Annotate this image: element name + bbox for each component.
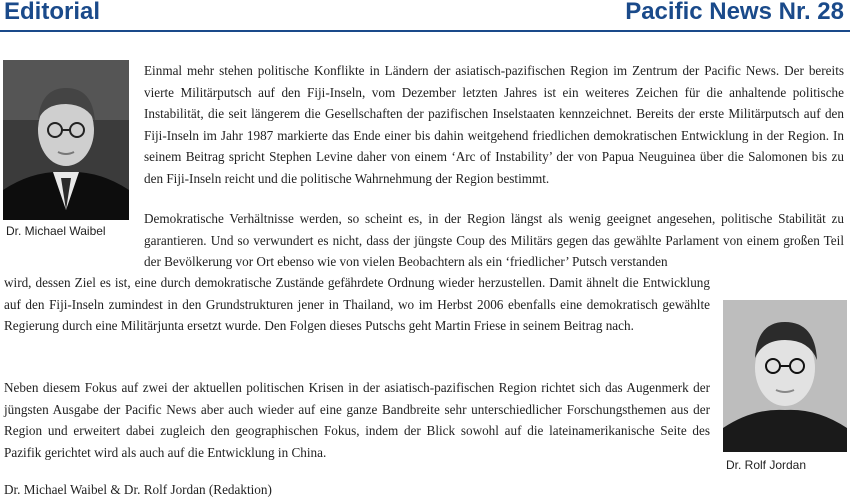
paragraph-3: Neben diesem Fokus auf zwei der aktuellen politischen Krisen in der asiatisch-pazifischen Region richtet sich das Augenmerk der jüngsten Ausgabe der Pacific News aber auch wieder auf eine ganze Bandbreite sehr unterschiedlicher Forschungsthemen aus der Region und erweitert dabei zugleich den geographischen Fokus, indem der Blick sowohl auf die lateinamerikanische Seite des Pazifik gerichtet wird als auch auf die Entwicklung in China. <box>4 380 710 460</box>
publication-title: Pacific News Nr. 28 <box>625 0 844 25</box>
paragraph-2-part-1: Demokratische Verhältnisse werden, so scheint es, in der Region längst als wenig geeignet angesehen, politische Stabilität zu garantieren. Und so verwundert es nicht, dass der jüngste Coup des Militärs gegen das gewählte Parlament von einem großen Teil der Bevölkerung vor Ort ebenso wie von vielen Beobachtern als ein ‘friedlicher’ Putsch verstanden <box>144 211 844 269</box>
portrait-rolf-jordan <box>723 300 847 452</box>
paragraph-1: Einmal mehr stehen politische Konflikte in Ländern der asiatisch-pazifischen Region im Zentrum der Pacific News. Der bereits vierte Militärputsch auf den Fiji-Inseln, vom Dezember letzten Jahres ist ein weiteres Zeichen für die anhaltende politische Instabilität, die seit längerem die Gesellschaften der pazifischen Inselstaaten kennzeichnet. Bereits der erste Militärputsch auf den Fiji-Inseln im Jahr 1987 markierte das Ende einer bis dahin weitgehend friedlichen demokratischen Entwicklung in der Region. In seinem Beitrag spricht Stephen Levine daher von einem ‘Arc of Instability’ der von Papua Neuguinea über die Salomonen bis zu den Fiji-Inseln reicht und die politische Wahrnehmung der Region bestimmt. <box>144 63 844 186</box>
header-rule <box>0 30 850 32</box>
portrait-caption-right: Dr. Rolf Jordan <box>726 458 807 472</box>
portrait-michael-waibel <box>3 60 129 220</box>
signature: Dr. Michael Waibel & Dr. Rolf Jordan (Redaktion) <box>4 482 272 497</box>
section-title: Editorial <box>4 0 101 25</box>
paragraph-2-part-2: wird, dessen Ziel es ist, eine durch demokratische Zustände gefährdete Ordnung wieder herzustellen. Damit ähnelt die Entwicklung auf den Fiji-Inseln zumindest in den Grundstrukturen jener in Thailand, wo im Herbst 2006 ebenfalls eine demokratisch gewählte Regierung durch eine Militärjunta ersetzt wurde. Den Folgen dieses Putschs geht Martin Friese in seinem Beitrag nach. <box>4 275 710 333</box>
portrait-caption-left: Dr. Michael Waibel <box>6 224 106 238</box>
page-header <box>0 0 850 32</box>
